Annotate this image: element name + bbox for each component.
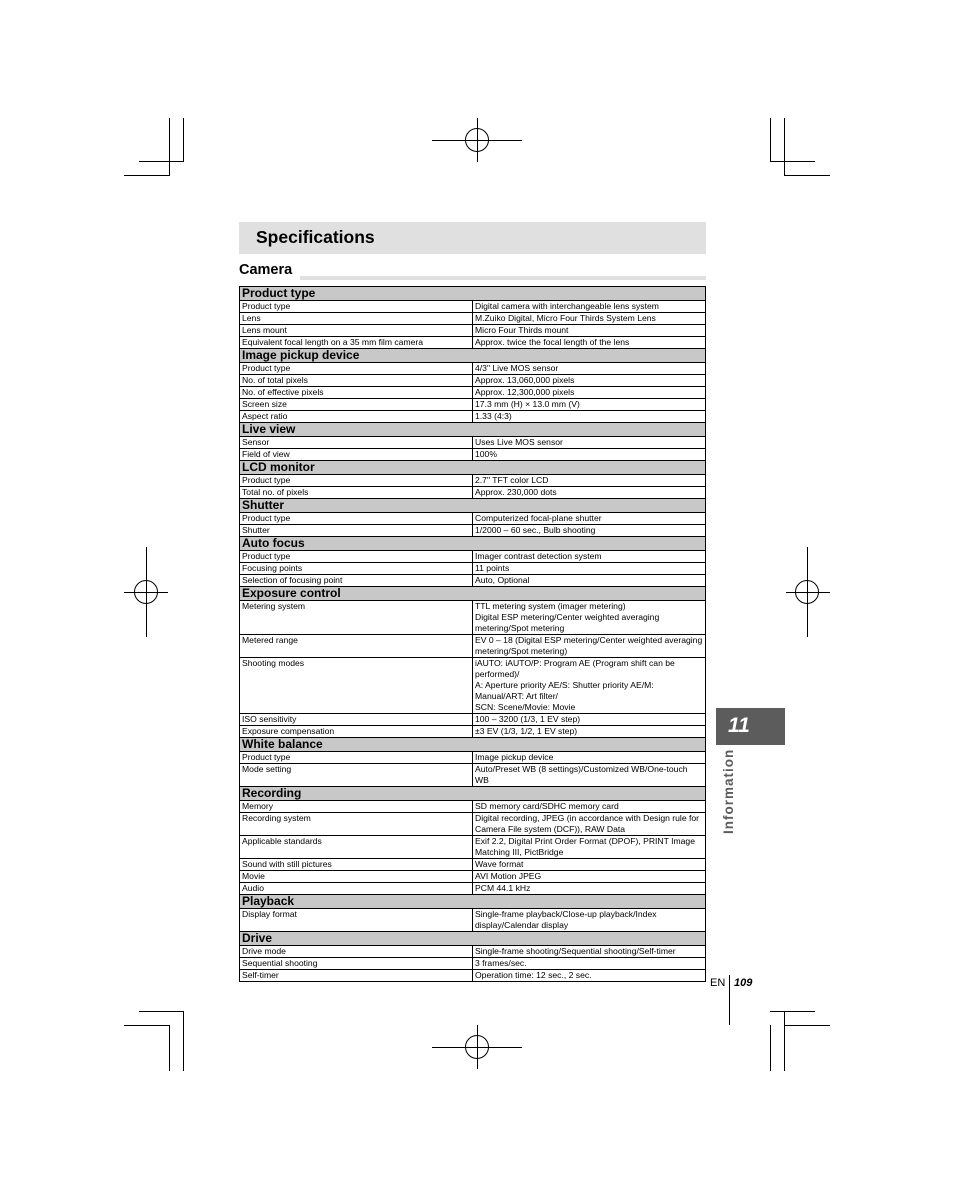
registration-circle [465, 1035, 489, 1059]
page-title-bar [239, 222, 706, 254]
spec-row [240, 958, 706, 970]
spec-row [240, 813, 706, 836]
spec-group-header [240, 537, 706, 551]
spec-label: Aspect ratio [240, 411, 473, 423]
spec-label: Self-timer [240, 970, 473, 982]
spec-value: 1.33 (4:3) [473, 411, 706, 423]
spec-value: Approx. 230,000 dots [473, 487, 706, 499]
spec-label: Product type [240, 363, 473, 375]
section-heading: Camera [239, 262, 293, 278]
spec-row [240, 551, 706, 563]
spec-label: Shutter [240, 525, 473, 537]
spec-row [240, 883, 706, 895]
crop-mark [183, 1011, 184, 1071]
spec-value: iAUTO: iAUTO/P: Program AE (Program shift can be performed)/ A: Aperture priority AE/S: Shutter priority AE/M: Manual/ART: Art filter/ SCN: Scene/Movie: Movie [473, 658, 706, 714]
chapter-tab [716, 708, 785, 745]
spec-group-header [240, 287, 706, 301]
spec-label: Product type [240, 301, 473, 313]
spec-row [240, 726, 706, 738]
spec-value: M.Zuiko Digital, Micro Four Thirds System Lens [473, 313, 706, 325]
footer-language: EN [710, 977, 726, 989]
spec-table [239, 286, 706, 982]
chapter-label: Information [721, 748, 736, 834]
spec-value: Approx. twice the focal length of the lens [473, 337, 706, 349]
spec-row [240, 658, 706, 714]
spec-label: Field of view [240, 449, 473, 461]
spec-row [240, 764, 706, 787]
spec-row [240, 363, 706, 375]
crop-mark [784, 118, 785, 176]
spec-label: Sensor [240, 437, 473, 449]
spec-value: Approx. 12,300,000 pixels [473, 387, 706, 399]
spec-value: Computerized focal-plane shutter [473, 513, 706, 525]
spec-value: Wave format [473, 859, 706, 871]
spec-row [240, 714, 706, 726]
spec-group-header [240, 738, 706, 752]
spec-group-title: Shutter [240, 499, 706, 513]
spec-label: Selection of focusing point [240, 575, 473, 587]
spec-label: Applicable standards [240, 836, 473, 859]
spec-row [240, 337, 706, 349]
crop-mark [784, 175, 830, 176]
crop-mark [770, 118, 771, 162]
spec-label: Audio [240, 883, 473, 895]
spec-value: Auto/Preset WB (8 settings)/Customized WB/One-touch WB [473, 764, 706, 787]
spec-row [240, 635, 706, 658]
spec-label: Shooting modes [240, 658, 473, 714]
spec-group-header [240, 423, 706, 437]
spec-group-title: Live view [240, 423, 706, 437]
spec-row [240, 449, 706, 461]
footer-divider [729, 975, 730, 1025]
spec-label: Total no. of pixels [240, 487, 473, 499]
crop-mark [784, 1025, 830, 1026]
spec-group-title: Auto focus [240, 537, 706, 551]
crop-mark [770, 1011, 815, 1012]
spec-group-header [240, 349, 706, 363]
spec-label: Drive mode [240, 946, 473, 958]
spec-value: Image pickup device [473, 752, 706, 764]
crop-mark [183, 118, 184, 162]
spec-label: ISO sensitivity [240, 714, 473, 726]
section-rule [300, 276, 706, 280]
spec-value: 100% [473, 449, 706, 461]
spec-label: Movie [240, 871, 473, 883]
spec-value: TTL metering system (imager metering) Digital ESP metering/Center weighted averaging metering/Spot metering [473, 601, 706, 635]
spec-row [240, 801, 706, 813]
spec-label: Equivalent focal length on a 35 mm film camera [240, 337, 473, 349]
spec-group-header [240, 895, 706, 909]
spec-value: PCM 44.1 kHz [473, 883, 706, 895]
spec-value: Auto, Optional [473, 575, 706, 587]
crop-mark [124, 175, 170, 176]
spec-row [240, 871, 706, 883]
spec-row [240, 909, 706, 932]
spec-row [240, 563, 706, 575]
spec-row [240, 375, 706, 387]
spec-value: Imager contrast detection system [473, 551, 706, 563]
spec-value: Single-frame playback/Close-up playback/Index display/Calendar display [473, 909, 706, 932]
spec-group-header [240, 932, 706, 946]
spec-value: 17.3 mm (H) × 13.0 mm (V) [473, 399, 706, 411]
spec-label: Memory [240, 801, 473, 813]
crop-mark [139, 161, 184, 162]
spec-label: Lens mount [240, 325, 473, 337]
spec-row [240, 387, 706, 399]
spec-row [240, 575, 706, 587]
spec-label: Product type [240, 475, 473, 487]
crop-mark [770, 1025, 771, 1071]
spec-row [240, 313, 706, 325]
spec-group-title: Exposure control [240, 587, 706, 601]
spec-group-header [240, 461, 706, 475]
spec-value: 100 – 3200 (1/3, 1 EV step) [473, 714, 706, 726]
spec-value: Micro Four Thirds mount [473, 325, 706, 337]
spec-label: No. of effective pixels [240, 387, 473, 399]
spec-group-header [240, 787, 706, 801]
spec-label: Metered range [240, 635, 473, 658]
spec-row [240, 513, 706, 525]
spec-value: Operation time: 12 sec., 2 sec. [473, 970, 706, 982]
spec-row [240, 525, 706, 537]
spec-value: 3 frames/sec. [473, 958, 706, 970]
spec-group-header [240, 587, 706, 601]
spec-label: Sequential shooting [240, 958, 473, 970]
spec-row [240, 859, 706, 871]
spec-row [240, 399, 706, 411]
crop-mark [169, 1025, 170, 1071]
spec-group-title: Drive [240, 932, 706, 946]
spec-row [240, 487, 706, 499]
spec-value: AVI Motion JPEG [473, 871, 706, 883]
spec-value: 2.7" TFT color LCD [473, 475, 706, 487]
spec-group-title: White balance [240, 738, 706, 752]
spec-row [240, 411, 706, 423]
spec-group-title: Product type [240, 287, 706, 301]
spec-value: EV 0 – 18 (Digital ESP metering/Center weighted averaging metering/Spot metering) [473, 635, 706, 658]
spec-value: Single-frame shooting/Sequential shooting/Self-timer [473, 946, 706, 958]
spec-row [240, 325, 706, 337]
spec-row [240, 970, 706, 982]
spec-row [240, 475, 706, 487]
page-number: 109 [734, 977, 753, 989]
registration-circle [134, 580, 158, 604]
spec-label: Lens [240, 313, 473, 325]
spec-label: Mode setting [240, 764, 473, 787]
spec-label: Exposure compensation [240, 726, 473, 738]
crop-mark [139, 1011, 184, 1012]
spec-label: Product type [240, 551, 473, 563]
spec-value: Exif 2.2, Digital Print Order Format (DPOF), PRINT Image Matching III, PictBridge [473, 836, 706, 859]
spec-value: 4/3" Live MOS sensor [473, 363, 706, 375]
spec-group-header [240, 499, 706, 513]
spec-value: Digital recording, JPEG (in accordance with Design rule for Camera File system (DCF)), RAW Data [473, 813, 706, 836]
spec-label: Focusing points [240, 563, 473, 575]
spec-group-title: Playback [240, 895, 706, 909]
spec-group-title: Recording [240, 787, 706, 801]
crop-mark [784, 1011, 785, 1071]
spec-row [240, 836, 706, 859]
spec-value: Digital camera with interchangeable lens system [473, 301, 706, 313]
spec-label: Screen size [240, 399, 473, 411]
spec-row [240, 946, 706, 958]
crop-mark [770, 161, 815, 162]
spec-value: 11 points [473, 563, 706, 575]
spec-label: Display format [240, 909, 473, 932]
spec-group-title: Image pickup device [240, 349, 706, 363]
spec-row [240, 301, 706, 313]
spec-label: Metering system [240, 601, 473, 635]
spec-value: ±3 EV (1/3, 1/2, 1 EV step) [473, 726, 706, 738]
spec-value: 1/2000 – 60 sec., Bulb shooting [473, 525, 706, 537]
spec-label: Product type [240, 752, 473, 764]
chapter-number: 11 [728, 714, 750, 737]
registration-circle [465, 128, 489, 152]
spec-row [240, 601, 706, 635]
spec-value: SD memory card/SDHC memory card [473, 801, 706, 813]
spec-group-title: LCD monitor [240, 461, 706, 475]
spec-label: Product type [240, 513, 473, 525]
spec-row [240, 752, 706, 764]
page-title: Specifications [256, 227, 375, 247]
registration-circle [795, 580, 819, 604]
crop-mark [169, 118, 170, 176]
spec-label: Recording system [240, 813, 473, 836]
spec-label: Sound with still pictures [240, 859, 473, 871]
spec-value: Approx. 13,060,000 pixels [473, 375, 706, 387]
spec-label: No. of total pixels [240, 375, 473, 387]
crop-mark [124, 1025, 170, 1026]
spec-value: Uses Live MOS sensor [473, 437, 706, 449]
spec-row [240, 437, 706, 449]
